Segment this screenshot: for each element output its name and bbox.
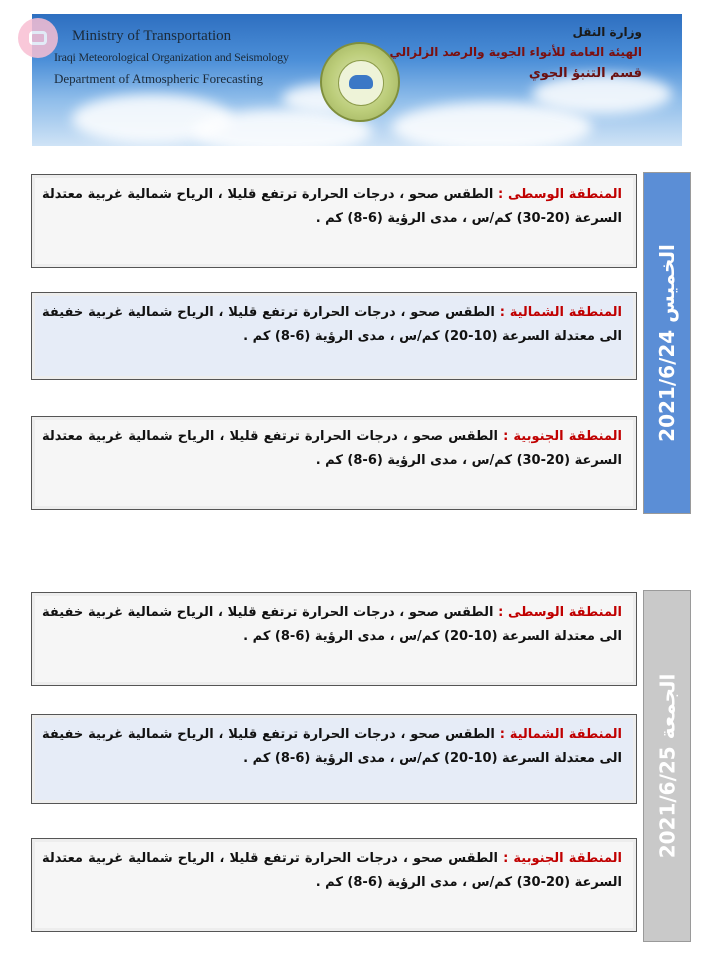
forecast-text: الطقس صحو ، درجات الحرارة ترتفع قليلا ، الرياح شمالية غربية معتدلة السرعة (20-30) كم/س ، مدى الرؤية (6-8) كم .: [42, 429, 622, 468]
day-label-text: الخميس 2021/6/24: [655, 244, 679, 442]
forecast-text: الطقس صحو ، درجات الحرارة ترتفع قليلا ، الرياح شمالية غربية معتدلة السرعة (20-30) كم/س ، مدى الرؤية (6-8) كم .: [42, 851, 622, 890]
day-label-text: الجمعة 2021/6/25: [655, 673, 680, 859]
day-label-friday: [643, 590, 691, 942]
app-badge-icon: [18, 18, 58, 58]
forecast-text: الطقس صحو ، درجات الحرارة ترتفع قليلا ، الرياح شمالية غربية خفيفة الى معتدلة السرعة (10-20) كم/س ، مدى الرؤية (6-8) كم .: [42, 605, 622, 644]
region-label: المنطقة الوسطى :: [498, 605, 622, 620]
forecast-north-day2: [31, 714, 637, 804]
arabic-header: [390, 22, 642, 86]
organization-seal-icon: [320, 42, 400, 122]
forecast-central-day1: [31, 174, 637, 268]
forecast-south-day1: [31, 416, 637, 510]
ministry-name-en: Ministry of Transportation: [72, 28, 232, 44]
forecast-south-day2: [31, 838, 637, 932]
region-label: المنطقة الوسطى :: [498, 187, 622, 202]
day-label-thursday: [643, 172, 691, 514]
forecast-north-day1: [31, 292, 637, 380]
forecast-text: الطقس صحو ، درجات الحرارة ترتفع قليلا ، الرياح شمالية غربية خفيفة الى معتدلة السرعة (10-20) كم/س ، مدى الرؤية (6-8) كم .: [42, 727, 622, 766]
header-banner: [32, 14, 682, 146]
english-header: [54, 26, 289, 89]
department-name-en: Department of Atmospheric Forecasting: [54, 71, 264, 86]
region-label: المنطقة الجنوبية :: [503, 851, 623, 866]
forecast-central-day2: [31, 592, 637, 686]
organization-name-ar: الهيئة العامة للأنواء الجوية والرصد الزلزالي: [389, 45, 642, 59]
ministry-name-ar: وزارة النقل: [572, 25, 642, 39]
forecast-text: الطقس صحو ، درجات الحرارة ترتفع قليلا ، الرياح شمالية غربية معتدلة السرعة (20-30) كم/س ، مدى الرؤية (6-8) كم .: [42, 187, 622, 226]
forecast-text: الطقس صحو ، درجات الحرارة ترتفع قليلا ، الرياح شمالية غربية خفيفة الى معتدلة السرعة (10-20) كم/س ، مدى الرؤية (6-8) كم .: [42, 305, 622, 344]
region-label: المنطقة الشمالية :: [499, 305, 623, 320]
region-label: المنطقة الشمالية :: [499, 727, 623, 742]
organization-name-en: Iraqi Meteorological Organization and Seismology: [54, 50, 289, 64]
department-name-ar: قسم التنبؤ الجوي: [528, 66, 642, 81]
region-label: المنطقة الجنوبية :: [503, 429, 623, 444]
